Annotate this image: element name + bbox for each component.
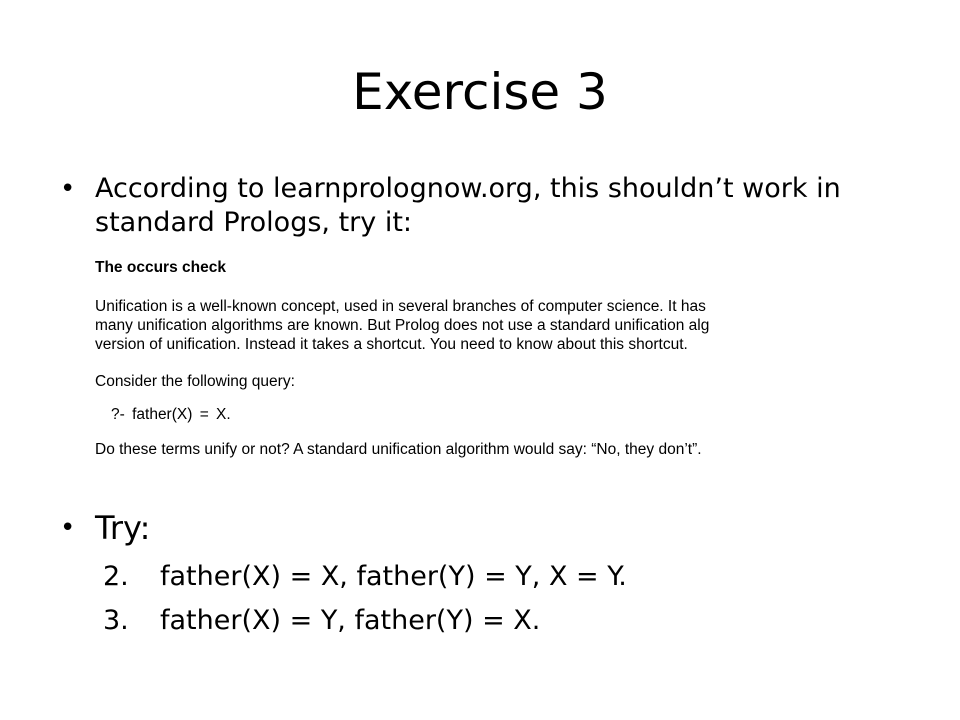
excerpt-paragraph-line: version of unification. Instead it takes a shortcut. You need to know about this shortcut.: [95, 336, 688, 353]
item-number: 3.: [103, 605, 129, 636]
bullet-text: According to learnprolognow.org, this shouldn’t work in standard Prologs, try it:: [95, 173, 841, 238]
excerpt-query: ?- father(X) = X.: [111, 406, 231, 423]
bullet-dot-icon: •: [60, 174, 76, 204]
excerpt-paragraph: [95, 297, 780, 354]
excerpt-question: Do these terms unify or not? A standard unification algorithm would say: “No, they don’t”.: [95, 441, 702, 458]
excerpt-paragraph-line: Unification is a well-known concept, used in several branches of computer science. It has: [95, 298, 706, 315]
excerpt-heading: The occurs check: [95, 259, 226, 276]
book-excerpt-image: [95, 258, 780, 484]
bullet-item: [60, 172, 920, 240]
excerpt-paragraph-line: many unification algorithms are known. But Prolog does not use a standard unification alg: [95, 317, 710, 334]
item-number: 2.: [103, 561, 129, 592]
numbered-item: [103, 560, 923, 594]
bullet-item: [60, 508, 920, 548]
bullet-text: Try:: [95, 509, 151, 547]
slide-title: Exercise 3: [352, 63, 608, 121]
item-text: father(X) = X, father(Y) = Y, X = Y.: [160, 561, 627, 592]
numbered-item: [103, 604, 923, 638]
excerpt-consider-text: Consider the following query:: [95, 373, 295, 390]
item-text: father(X) = Y, father(Y) = X.: [160, 605, 541, 636]
bullet-dot-icon: •: [60, 513, 76, 543]
